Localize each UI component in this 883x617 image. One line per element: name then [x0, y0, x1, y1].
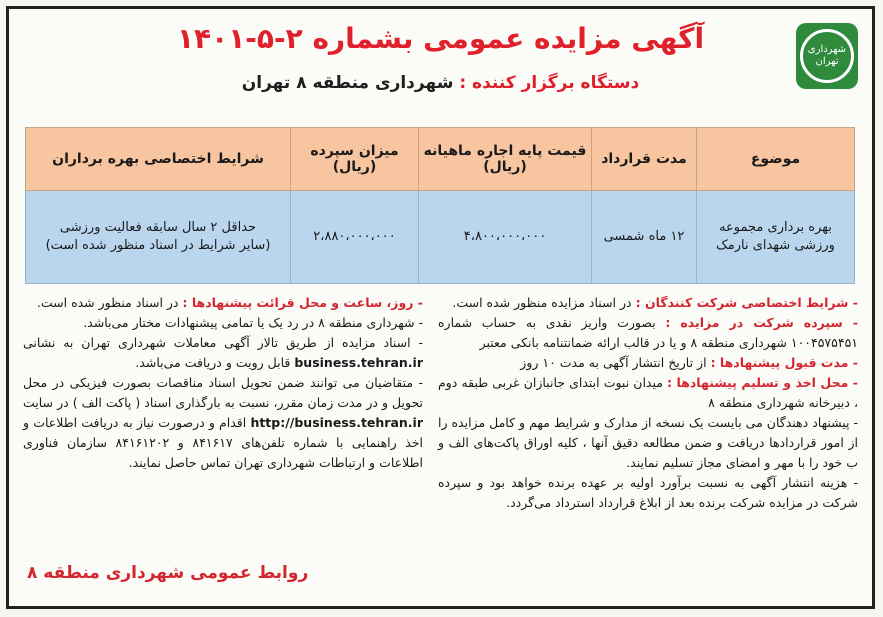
- participant-conditions-heading: - شرایط اختصاصی شرکت کنندگان :: [635, 295, 858, 310]
- online-upload-text-b: اقدام و درصورت نیاز به دریافت اطلاعات و اخذ راهنمایی با شماره تلفن‌های ۸۴۱۶۱۷ و ۸۴۱۶۱۲۰۲ سازمان فناوری اطلاعات و ارتباطات شهرداری تهران تماس حاصل نمایند.: [23, 415, 423, 470]
- organizer-value: شهرداری منطقه ۸ تهران: [241, 73, 454, 93]
- acceptance-period-heading: - مدت قبول پیشنهادها :: [710, 355, 858, 370]
- online-upload-info: [23, 373, 423, 473]
- submission-location-heading: - محل اخذ و تسلیم پیشنهادها :: [667, 375, 858, 390]
- submission-location-text: میدان نبوت ابتدای جانبازان غربی طبقه دوم ، دبیرخانه شهرداری منطقه ۸: [438, 375, 858, 410]
- business-site-url-link[interactable]: http://business.tehran.ir: [250, 415, 423, 430]
- participant-conditions: [438, 293, 858, 313]
- organizer-line: [93, 73, 788, 93]
- acceptance-period: [438, 353, 858, 373]
- deposit-heading: - سپرده شرکت در مزایده :: [665, 315, 859, 330]
- header-conditions: شرایط اختصاصی بهره برداران: [26, 128, 291, 191]
- auction-table: [25, 127, 855, 284]
- header-duration: مدت قرارداد: [592, 128, 697, 191]
- cell-deposit: ۲،۸۸۰،۰۰۰،۰۰۰: [291, 191, 419, 284]
- page-title: آگهی مزایده عمومی بشماره ۲-۵-۱۴۰۱: [176, 22, 705, 55]
- participant-conditions-text: در اسناد مزایده منظور شده است.: [452, 295, 632, 310]
- header-base-price: قیمت پایه اجاره ماهیانه (ریال): [419, 128, 592, 191]
- conditions-line-1: حداقل ۲ سال سابقه فعالیت ورزشی: [59, 220, 257, 235]
- advertisement-page: [6, 6, 875, 609]
- acceptance-period-text: از تاریخ انتشار آگهی به مدت ۱۰ روز: [520, 355, 707, 370]
- logo-emblem: [800, 29, 854, 83]
- documents-access: [23, 333, 423, 373]
- opening-info-heading: - روز، ساعت و محل قرائت پیشنهادها :: [182, 295, 423, 310]
- cell-duration: ۱۲ ماه شمسی: [592, 191, 697, 284]
- municipality-logo: [796, 23, 858, 89]
- logo-text: شهرداری تهران: [807, 44, 847, 67]
- cell-subject: بهره برداری مجموعه ورزشی شهدای نارمک: [697, 191, 855, 284]
- documents-access-text-b: قابل رویت و دریافت می‌باشد.: [135, 355, 291, 370]
- right-column: [438, 293, 858, 513]
- documents-access-text-a: - اسناد مزایده از طریق تالار آگهی معاملات شهرداری تهران به نشانی: [23, 335, 423, 350]
- opening-info: [23, 293, 423, 313]
- table-row: [26, 191, 855, 284]
- table-header-row: [26, 128, 855, 191]
- bidder-instructions: - پیشنهاد دهندگان می بایست یک نسخه از مدارک و شرایط مهم و کامل مزایده را از امور قراردادها دریافت و ضمن مطالعه دقیق آنها ، کلیه اوراق پاکت‌های الف و ب خود را با مهر و امضای مجاز تسلیم نمایند.: [438, 415, 858, 470]
- public-relations-signature: روابط عمومی شهرداری منطقه ۸: [27, 563, 309, 583]
- deposit-info: [438, 313, 858, 353]
- left-column: [23, 293, 423, 473]
- deposit-text: بصورت واریز نقدی به حساب شماره ۱۰۰۴۵۷۵۴۵۱ شهرداری منطقه ۸ و یا در قالب ارائه ضمانتنامه بانکی معتبر: [438, 315, 858, 350]
- online-upload-text-a: - متقاضیان می توانند ضمن تحویل اسناد مناقصات بصورت فیزیکی در محل تحویل و در مدت زمان مقرر، نسبت به بارگذاری اسناد ( پاکت الف ) در سایت: [23, 375, 423, 410]
- rejection-right-note: - شهرداری منطقه ۸ در رد یک یا تمامی پیشنهادات مختار می‌باشد.: [83, 315, 423, 330]
- cell-conditions: [26, 191, 291, 284]
- business-site-link[interactable]: business.tehran.ir: [294, 355, 423, 370]
- header-subject: موضوع: [697, 128, 855, 191]
- conditions-line-2: (سایر شرایط در اسناد منظور شده است): [45, 238, 271, 253]
- header-deposit: میزان سپرده (ریال): [291, 128, 419, 191]
- organizer-label: دستگاه برگزار کننده :: [459, 73, 640, 93]
- opening-info-text: در اسناد منظور شده است.: [36, 295, 179, 310]
- submission-location: [438, 373, 858, 413]
- publication-cost-note: - هزینه انتشار آگهی به نسبت برآورد اولیه بر عهده برنده خواهد بود و سپرده شرکت در مزایده شرکت برنده بعد از ابلاغ قرارداد استرداد می‌گردد.: [438, 475, 858, 510]
- cell-base-price: ۴،۸۰۰،۰۰۰،۰۰۰: [419, 191, 592, 284]
